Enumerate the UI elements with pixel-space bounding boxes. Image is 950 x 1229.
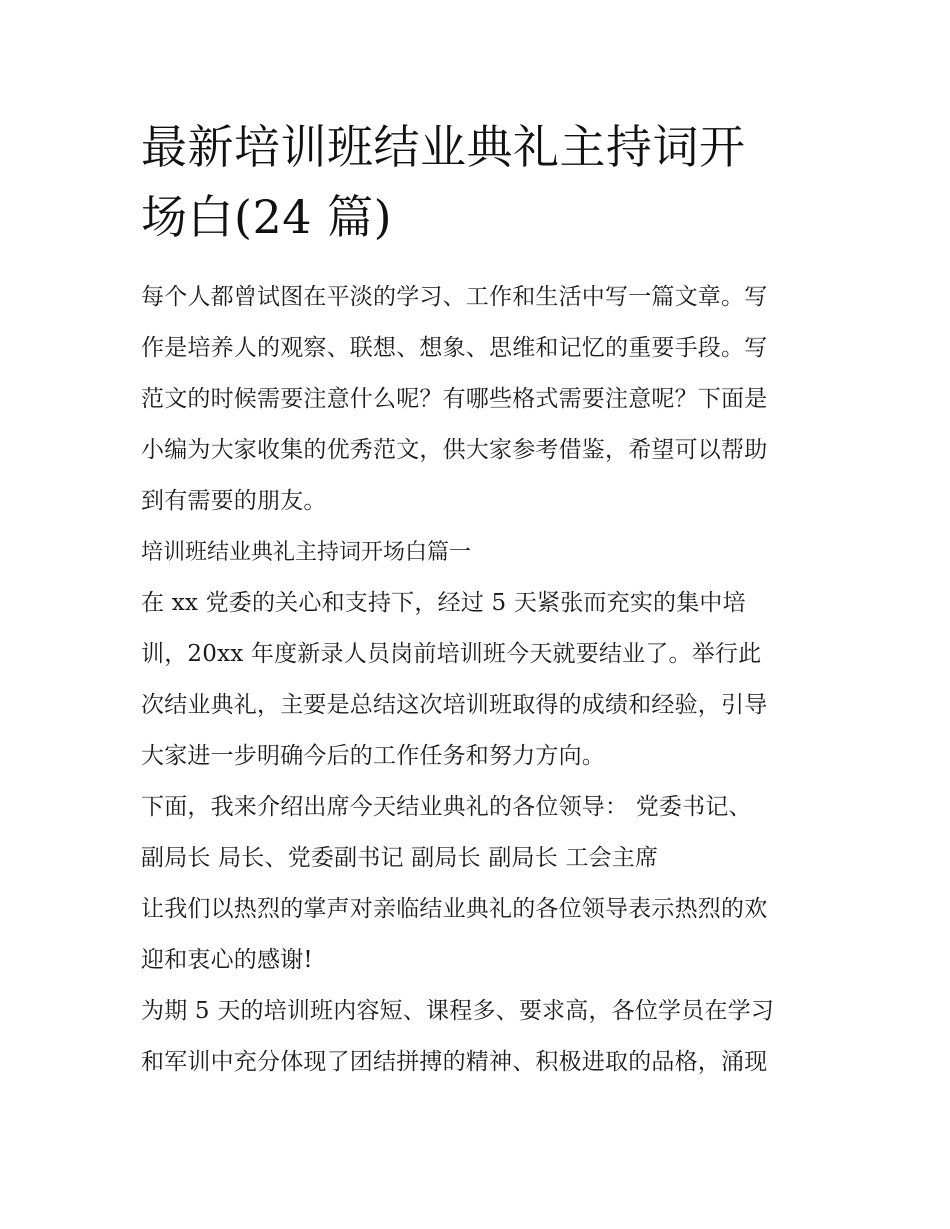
text-line: 范文的时候需要注意什么呢？有哪些格式需要注意呢？下面是 bbox=[141, 386, 768, 412]
title-line-1: 最新培训班结业典礼主持词开 bbox=[141, 120, 746, 174]
document-title bbox=[141, 112, 813, 252]
body-paragraph-3 bbox=[141, 884, 813, 986]
text-line: 大家进一步明确今后的工作任务和努力方向。 bbox=[141, 743, 605, 769]
document-content bbox=[141, 112, 813, 1088]
document-body bbox=[141, 272, 813, 1088]
text-line: 为期 5 天的培训班内容短、课程多、要求高，各位学员在学习 bbox=[141, 998, 775, 1024]
text-line: 迎和衷心的感谢! bbox=[141, 947, 313, 973]
text-line: 下面，我来介绍出席今天结业典礼的各位领导： 党委书记、 bbox=[141, 794, 752, 820]
section-heading-text: 培训班结业典礼主持词开场白篇一 bbox=[141, 540, 472, 565]
text-line: 和军训中充分体现了团结拼搏的精神、积极进取的品格，涌现 bbox=[141, 1049, 768, 1075]
text-line: 在 xx 党委的关心和支持下，经过 5 天紧张而充实的集中培 bbox=[141, 590, 746, 616]
text-line: 小编为大家收集的优秀范文，供大家参考借鉴，希望可以帮助 bbox=[141, 437, 768, 463]
body-paragraph-2 bbox=[141, 782, 813, 884]
intro-paragraph bbox=[141, 272, 813, 527]
text-line: 作是培养人的观察、联想、想象、思维和记忆的重要手段。写 bbox=[141, 335, 768, 361]
text-line: 次结业典礼，主要是总结这次培训班取得的成绩和经验，引导 bbox=[141, 692, 768, 718]
text-line: 让我们以热烈的掌声对亲临结业典礼的各位领导表示热烈的欢 bbox=[141, 896, 768, 922]
text-line: 副局长 局长、党委副书记 副局长 副局长 工会主席 bbox=[141, 845, 659, 871]
body-paragraph-4 bbox=[141, 986, 813, 1088]
section-heading bbox=[141, 527, 813, 578]
body-paragraph-1 bbox=[141, 578, 813, 782]
text-line: 训，20xx 年度新录人员岗前培训班今天就要结业了。举行此 bbox=[141, 641, 762, 667]
title-line-2: 场白(24 篇) bbox=[141, 190, 393, 244]
text-line: 到有需要的朋友。 bbox=[141, 488, 327, 514]
text-line: 每个人都曾试图在平淡的学习、工作和生活中写一篇文章。写 bbox=[141, 284, 768, 310]
